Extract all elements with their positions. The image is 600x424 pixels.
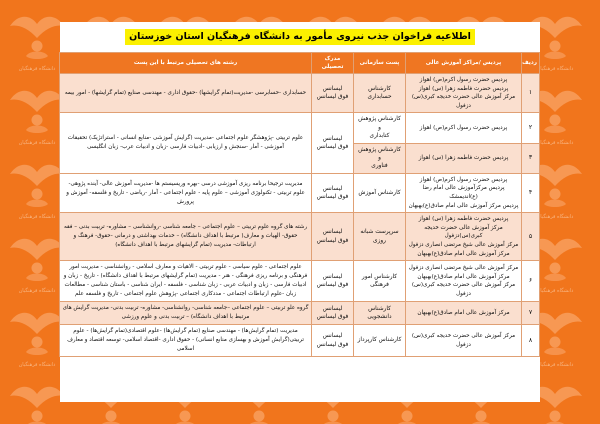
cell-organizational-post: کارشناس پژوهش و فناوری [354,143,406,173]
cell-degree: لیسانس فوق لیسانس [312,302,354,325]
cell-degree: لیسانس فوق لیسانس [312,113,354,173]
cell-organizational-post: کارشناس پژوهش و کتابداری [354,113,406,143]
cell-degree: لیسانس فوق لیسانس [312,213,354,261]
cell-organizational-post: کارشناس حسابداری [354,74,406,113]
column-header-reshte: رشته های تحصیلی مرتبط با این پست [60,53,312,74]
cell-related-fields: گروه علو تربیتی – علوم اجتماعی –جامعه شناسی- روانشناسی- مشاوره- تربیت بدنی- مدیریت گرایش های مرتبط با اهداف دانشگاه) – تربیت بدنی و علوم ورزشی [60,302,312,325]
cell-organizational-post: کارشناس آموزش [354,173,406,212]
cell-higher-education-center: پردیس حضرت فاطمه زهرا (س) اهواز مرکز آموزش عالی حضرت خدیجه کبری(س)دزفول مرکز آموزش عالی شیخ مرتضی انصاری دزفول مرکز آموزش عالی امام صادق(ع)بهبهان [406,213,522,261]
cell-row-number: ۵ [522,213,540,261]
page-title-text: اطلاعیه فراخوان جذب نیروی مأمور به دانشگاه فرهنگیان استان خوزستان [125,29,475,45]
cell-related-fields: رشته های گروه علوم تربیتی – علوم اجتماعی – جامعه شناسی -روانشناسی – مشاوره- تربیت بدنی – فقه حقوق- الهیات و معارف( مرتبط با اهداف دانشگاه) – خدمات بهداشتی و درمانی -حقوق- فرهنگ و ارتباطات- مدیریت (تمام گرایشهای مرتبط با اهداف دانشگاه) [60,213,312,261]
page-title [60,22,540,52]
cell-related-fields: مدیریت (تمام گرایش‌ها) - مهندسی صنایع (تمام گرایش‌ها) -علوم اقتصادی(تمام گرایش‌ها) - علوم تربیتی(گرایش آموزش و بهسازی منابع انسانی) - حقوق اداری -اقتصاد اسلامی- توسعه اقتصاد و معارف اسلامی [60,325,312,357]
cell-higher-education-center: پردیس حضرت رسول اکرم(ص) اهواز [406,113,522,143]
cell-row-number: ۱ [522,74,540,113]
cell-row-number: ۷ [522,302,540,325]
cell-row-number: ۴ [522,173,540,212]
column-header-radif: ردیف [522,53,540,74]
cell-related-fields: حسابداری -حسابرسی -مدیریت(تمام گرایشها) -حقوق اداری - مهندسی صنایع (تمام گرایشها) - امور بیمه [60,74,312,113]
table-header-row [60,53,540,74]
cell-related-fields: مدیریت ترجیحا برنامه ریزی آموزشی درسی -بهره وریسیستم ها -مدیریت آموزش عالی- آینده پژوهی- علوم تربیتی - تکنولوژی آموزشی – علوم پایه - علوم اجتماعی - آمار -ریاضی - تاریخ و فلسفه- آموزش و پرورش [60,173,312,212]
cell-row-number: ۸ [522,325,540,357]
table-header [60,53,540,74]
cell-higher-education-center: مرکز آموزش عالی شیخ مرتضی انصاری دزفول مرکز آموزش عالی امام صادق(ع)بهبهان مرکز آموزش عالی حضرت خدیجه کبری(س) دزفول [406,261,522,302]
cell-degree: لیسانس فوق لیسانس [312,261,354,302]
cell-organizational-post: کارشناس دانشجویی [354,302,406,325]
cell-degree: لیسانس فوق لیسانس [312,173,354,212]
table-row [60,213,540,261]
table-row [60,74,540,113]
cell-degree: لیسانس فوق لیسانس [312,325,354,357]
cell-higher-education-center: مرکز آموزش عالی امام صادق(ع)بهبهان [406,302,522,325]
table-row [60,173,540,212]
cell-degree: لیسانس فوق لیسانس [312,74,354,113]
cell-row-number: ۳ [522,143,540,173]
announcement-sheet [60,22,540,402]
column-header-pardis: پردیس /مراکز آموزش عالی [406,53,522,74]
cell-row-number: ۶ [522,261,540,302]
cell-higher-education-center: مرکز آموزش عالی حضرت خدیجه کبری(س) دزفول [406,325,522,357]
cell-organizational-post: کارشناس کارپرداز [354,325,406,357]
cell-related-fields: علوم اجتماعی - علوم سیاسی - علوم تربیتی - الاهیات و معارف اسلامی - روانشناسی - مدیریت امور فرهنگی و برنامه ریزی فرهنگی - هنر - مدیریت (تمام گرایشهای مرتبط با اهداف دانشگاه) - تاریخ - زبان و ادبیات فارسی - زبان و ادبیات عربی - زبان شناسی - فلسفه - ایران شناسی - باستان شناسی - مطالعات زبان -علوم ارتباطات اجتماعی - مددکاری اجتماعی -پژوهش علوم اجتماعی - تاریخ و فلسفه علم [60,261,312,302]
cell-row-number: ۲ [522,113,540,143]
table-body [60,74,540,357]
cell-organizational-post: سرپرست شبانه روزی [354,213,406,261]
table-row [60,325,540,357]
cell-higher-education-center: پردیس حضرت فاطمه زهرا (س) اهواز [406,143,522,173]
column-header-madrak: مدرک تحصیلی [312,53,354,74]
table-row [60,261,540,302]
column-header-post: پست سازمانی [354,53,406,74]
cell-organizational-post: کارشناس امور فرهنگی [354,261,406,302]
cell-higher-education-center: پردیس حضرت رسول اکرم(ص) اهواز پردیس حضرت فاطمه زهرا (س) اهواز مرکز آموزش عالی حضرت خدیجه کبری(س) دزفول [406,74,522,113]
cell-related-fields: علوم تربیتی -پژوهشگر علوم اجتماعی -مدیریت (گرایش آموزشی -منابع انسانی - استراتژیک) تحقیقات آموزشی - آمار -سنجش و ارزیابی -ادبیات فارسی -زبان و ادبیات عرب- زبان انگلیسی [60,113,312,173]
table-row [60,302,540,325]
announcement-table [59,52,540,357]
cell-higher-education-center: پردیس حضرت رسول اکرم(ص) اهواز پردیس مرکزآموزش عالی امام رضا (ع)اندیمشک پردیس مرکز آموزش عالی امام صادق(ع)بهبهان [406,173,522,212]
table-row [60,113,540,143]
